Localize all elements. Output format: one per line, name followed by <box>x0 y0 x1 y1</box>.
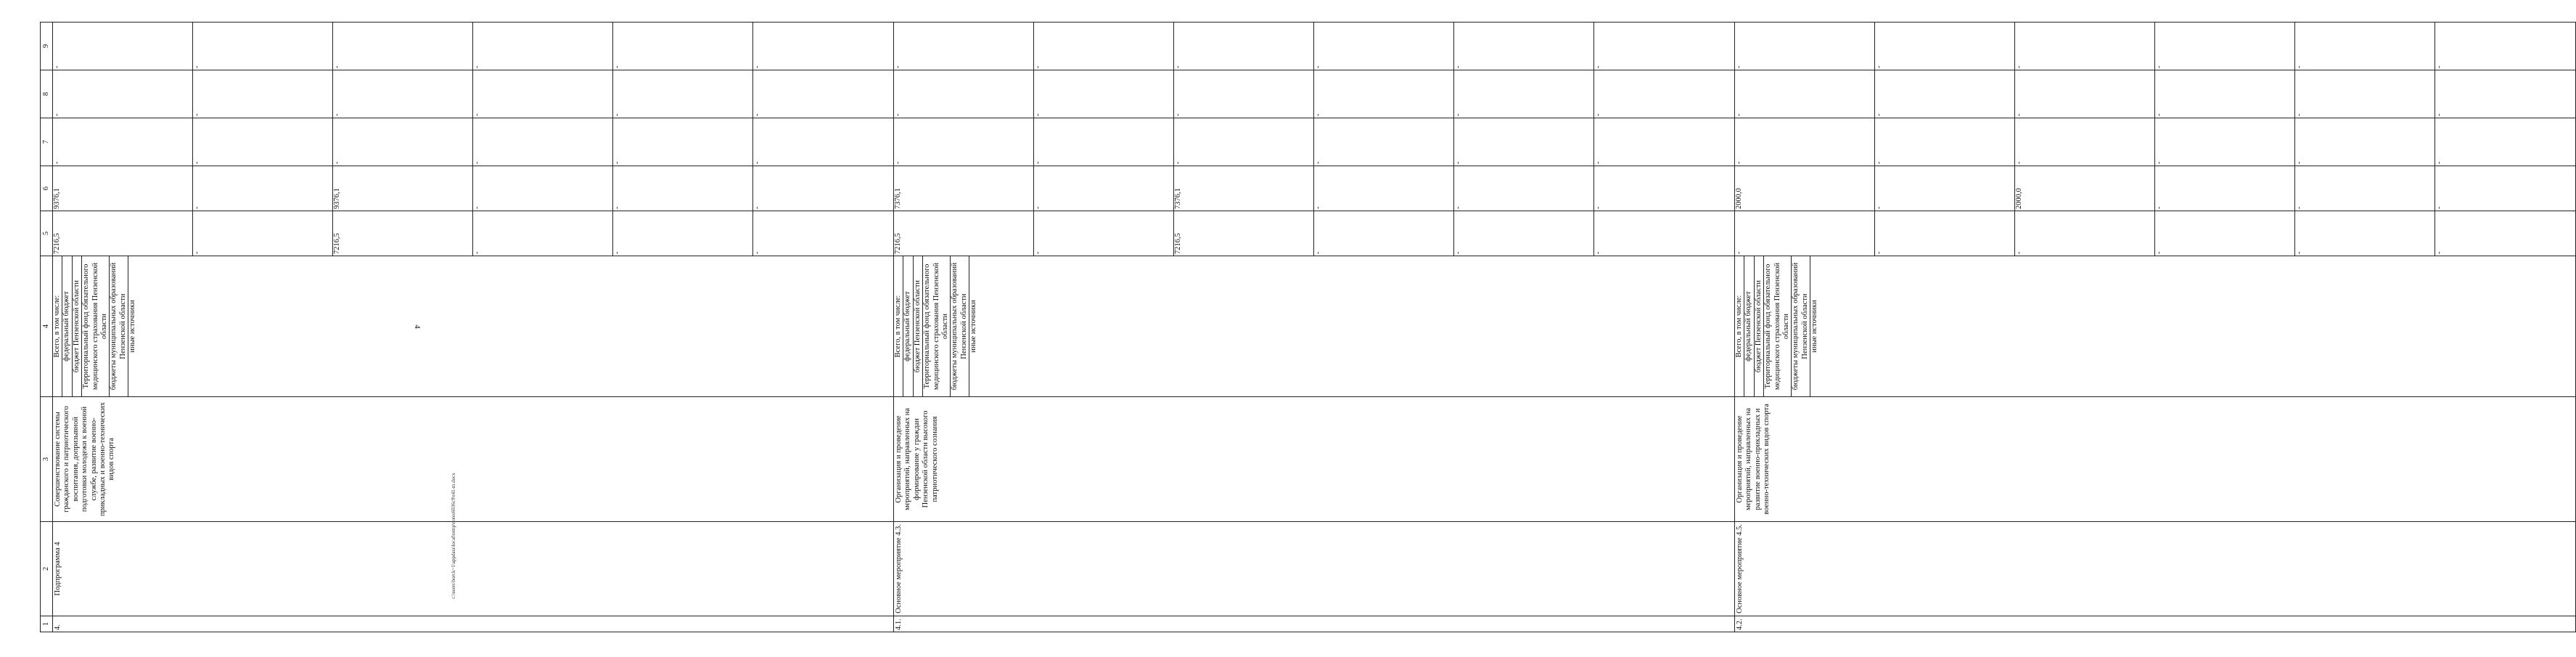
value-cell: - <box>1875 211 2015 256</box>
value-cell: - <box>2435 65 2443 68</box>
funding-sources <box>894 256 1735 397</box>
value-cell: - <box>613 211 753 256</box>
table-row <box>894 23 1735 632</box>
value-cell: - <box>2155 70 2295 118</box>
value-cell: - <box>473 166 613 211</box>
value-cell: 7376,1 <box>1174 166 1314 211</box>
value-cell: - <box>1454 70 1594 118</box>
value-column-5 <box>53 211 894 256</box>
funding-source: бюджеты муниципальных образований Пензенской области <box>1792 256 1810 396</box>
value-column-7 <box>1735 118 2576 166</box>
value-cell: - <box>2155 166 2295 211</box>
value-cell: - <box>1875 118 2015 166</box>
value-cell: - <box>473 23 613 70</box>
value-cell: - <box>473 211 613 256</box>
funding-source: бюджет Пензенской области <box>914 256 923 396</box>
value-cell: - <box>2435 251 2443 254</box>
value-cell: - <box>1174 70 1314 118</box>
column-header: 8 <box>41 70 53 118</box>
value-column-8 <box>1735 70 2576 118</box>
funding-source: бюджеты муниципальных образований Пензенской области <box>951 256 969 396</box>
funding-source: Всего, в том числе: <box>53 256 62 396</box>
column-header: 3 <box>41 397 53 522</box>
value-cell: - <box>2295 166 2435 211</box>
value-column-5 <box>1735 211 2576 256</box>
value-cell: - <box>1454 166 1594 211</box>
value-cell: - <box>2295 118 2435 166</box>
value-cell: - <box>333 23 473 70</box>
value-cell: - <box>53 118 193 166</box>
funding-source: бюджет Пензенской области <box>73 256 82 396</box>
header-row <box>41 23 53 632</box>
value-cell: - <box>2295 70 2435 118</box>
column-header: 9 <box>41 23 53 70</box>
value-column-8 <box>894 70 1735 118</box>
budget-table <box>40 22 2576 632</box>
funding-source: Территориальный фонд обязательного медицинского страхования Пензенской области <box>1764 256 1792 396</box>
value-column-8 <box>53 70 894 118</box>
value-cell: - <box>2155 23 2295 70</box>
value-cell: - <box>53 70 193 118</box>
funding-source: федеральный бюджет <box>1744 256 1754 396</box>
value-cell: - <box>1034 166 1174 211</box>
funding-source: иные источники <box>128 300 136 353</box>
value-cell: - <box>1875 166 2015 211</box>
program-description: Организация и проведение мероприятий, направленных на формирование у граждан Пензенской области высокого патриотического сознания <box>894 397 1735 522</box>
value-column-9 <box>1735 23 2576 70</box>
value-cell: - <box>753 206 761 209</box>
value-cell: - <box>1174 23 1314 70</box>
value-cell: 9376,1 <box>333 166 473 211</box>
value-column-6 <box>894 166 1735 211</box>
value-cell: - <box>2015 70 2155 118</box>
value-cell: 7376,1 <box>894 166 1034 211</box>
value-cell: - <box>193 211 333 256</box>
value-cell: - <box>894 118 1034 166</box>
value-cell: - <box>1875 70 2015 118</box>
column-header: 4 <box>41 256 53 397</box>
funding-source: иные источники <box>1810 300 1818 353</box>
column-header: 1 <box>41 616 53 632</box>
value-cell: - <box>753 251 761 254</box>
value-cell: - <box>1314 118 1454 166</box>
funding-source: федеральный бюджет <box>62 256 72 396</box>
value-cell: - <box>2015 211 2155 256</box>
value-column-6 <box>53 166 894 211</box>
value-cell: - <box>894 70 1034 118</box>
value-cell: - <box>193 118 333 166</box>
value-cell: - <box>894 23 1034 70</box>
value-cell: - <box>1034 118 1174 166</box>
value-cell: - <box>1735 211 1875 256</box>
column-header: 2 <box>41 522 53 616</box>
value-cell: - <box>193 23 333 70</box>
value-cell: - <box>1594 251 1602 254</box>
value-cell: - <box>1454 23 1594 70</box>
value-cell: - <box>473 118 613 166</box>
table-row <box>1735 23 2576 632</box>
value-cell: - <box>193 166 333 211</box>
value-cell: - <box>193 70 333 118</box>
column-header: 7 <box>41 118 53 166</box>
value-cell: - <box>1875 23 2015 70</box>
funding-source: Территориальный фонд обязательного медицинского страхования Пензенской области <box>923 256 951 396</box>
funding-source: Всего, в том числе: <box>1735 256 1744 396</box>
value-cell: - <box>613 166 753 211</box>
value-cell: 2000,0 <box>1735 166 1875 211</box>
value-cell: - <box>1735 23 1875 70</box>
value-cell: - <box>1594 113 1602 116</box>
table-row <box>53 23 894 632</box>
value-cell: - <box>753 161 761 164</box>
value-cell: - <box>1314 70 1454 118</box>
value-cell: - <box>1314 211 1454 256</box>
value-cell: 2000,0 <box>2015 166 2155 211</box>
value-cell: - <box>333 70 473 118</box>
column-header: 5 <box>41 211 53 256</box>
funding-sources <box>53 256 894 397</box>
value-cell: - <box>53 23 193 70</box>
value-cell: - <box>613 118 753 166</box>
value-cell: - <box>2295 23 2435 70</box>
value-column-5 <box>894 211 1735 256</box>
program-description: Организация и проведение мероприятий, направленных на развитие военно-прикладных и военно-технических видов спорта <box>1735 397 2576 522</box>
value-cell: - <box>753 65 761 68</box>
value-cell: 7216,5 <box>53 211 193 256</box>
funding-source: Территориальный фонд обязательного медицинского страхования Пензенской области <box>82 256 110 396</box>
value-cell: 7216,5 <box>894 211 1034 256</box>
row-number: 4. <box>53 616 894 632</box>
file-path: c:\users\borck~1\appdata\local\temp\notes6036c9\r41-m.docx <box>451 473 456 599</box>
value-column-9 <box>894 23 1735 70</box>
value-cell: - <box>1314 166 1454 211</box>
value-cell: - <box>1034 23 1174 70</box>
value-cell: - <box>2155 118 2295 166</box>
value-cell: - <box>1034 70 1174 118</box>
value-cell: - <box>1735 118 1875 166</box>
value-cell: - <box>613 23 753 70</box>
program-name: Основное мероприятие 4.5. <box>1735 522 2576 616</box>
value-cell: - <box>613 70 753 118</box>
value-cell: 7216,5 <box>333 211 473 256</box>
program-description: Совершенствование системы гражданского и патриотического воспитания, допризывной подготовки молодежи к военной службе, развитие военно-прикладных и военно-технических видов спорта <box>53 397 894 522</box>
funding-source: иные источники <box>969 300 977 353</box>
value-cell: - <box>333 118 473 166</box>
value-cell: - <box>1174 118 1314 166</box>
value-cell: - <box>1594 206 1602 209</box>
value-cell: 7216,5 <box>1174 211 1314 256</box>
funding-sources <box>1735 256 2576 397</box>
page-number: 4 <box>413 325 422 329</box>
value-column-7 <box>894 118 1735 166</box>
column-header: 6 <box>41 166 53 211</box>
funding-source: бюджеты муниципальных образований Пензенской области <box>110 256 128 396</box>
value-cell: - <box>753 113 761 116</box>
value-column-6 <box>1735 166 2576 211</box>
value-cell: - <box>2435 113 2443 116</box>
value-cell: - <box>2295 211 2435 256</box>
row-number: 4.2. <box>1735 616 2576 632</box>
funding-source: федеральный бюджет <box>903 256 913 396</box>
funding-source: Всего, в том числе: <box>894 256 903 396</box>
value-cell: 9376,1 <box>53 166 193 211</box>
funding-source: бюджет Пензенской области <box>1755 256 1764 396</box>
value-cell: - <box>2435 161 2443 164</box>
program-name: Основное мероприятие 4.3. <box>894 522 1735 616</box>
value-cell: - <box>473 70 613 118</box>
value-column-9 <box>53 23 894 70</box>
value-cell: - <box>1454 118 1594 166</box>
value-cell: - <box>1735 70 1875 118</box>
program-name: Подпрограмма 4 <box>53 522 894 616</box>
value-cell: - <box>1594 65 1602 68</box>
value-cell: - <box>2015 23 2155 70</box>
value-cell: - <box>1454 211 1594 256</box>
value-cell: - <box>2155 211 2295 256</box>
value-cell: - <box>2435 206 2443 209</box>
value-column-7 <box>53 118 894 166</box>
value-cell: - <box>1034 211 1174 256</box>
value-cell: - <box>1594 161 1602 164</box>
value-cell: - <box>1314 23 1454 70</box>
row-number: 4.1. <box>894 616 1735 632</box>
value-cell: - <box>2015 118 2155 166</box>
